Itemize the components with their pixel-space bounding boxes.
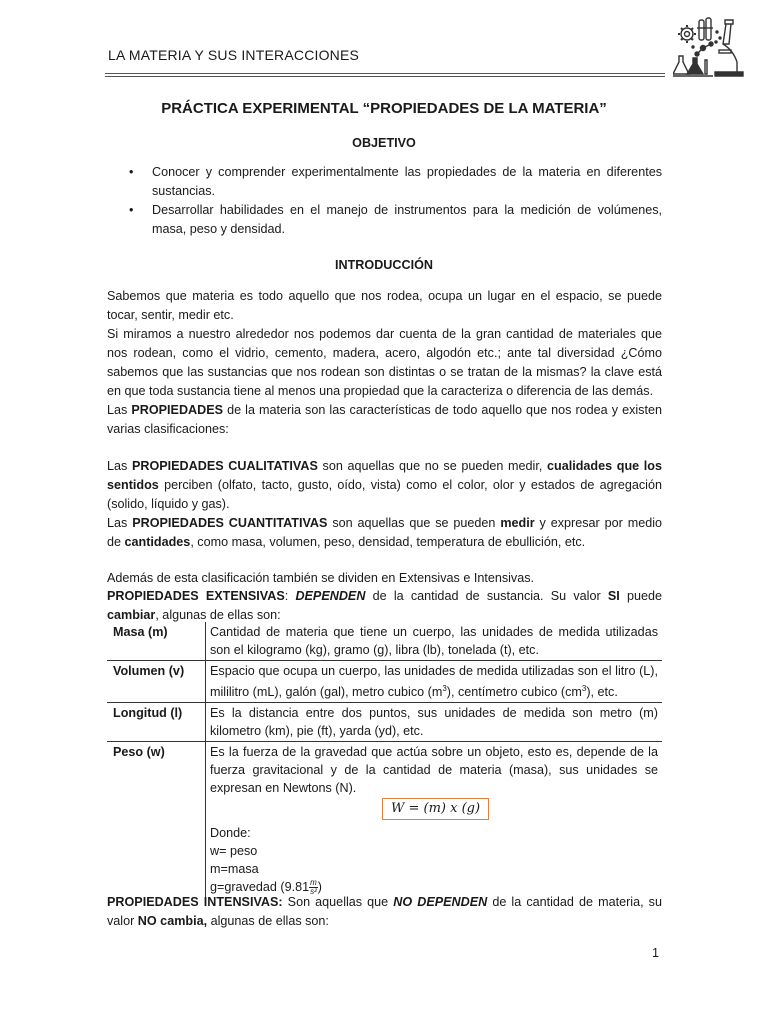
- text-run: Las: [107, 403, 132, 417]
- superscript: 3: [442, 684, 447, 693]
- list-item: [127, 201, 662, 239]
- property-name: Peso (w): [107, 742, 206, 898]
- list-item: [127, 163, 662, 201]
- property-name: Longitud (l): [107, 703, 206, 742]
- objetivo-list: [127, 163, 662, 239]
- extensive-properties-table: [107, 622, 662, 897]
- text-run: Son aquellas que: [282, 895, 394, 909]
- text-run: y expresar por medio de: [107, 516, 663, 549]
- intro-paragraph-cualitativas: [107, 457, 662, 514]
- page-header: [105, 44, 665, 74]
- bullet-icon: •: [129, 165, 134, 179]
- document-title: PRÁCTICA EXPERIMENTAL “PROPIEDADES DE LA MATERIA”: [161, 100, 607, 117]
- laboratory-science-icon: [673, 14, 745, 80]
- text-run: ): [317, 880, 322, 895]
- text-run: g=gravedad (9.81: [210, 880, 310, 895]
- table-row: [107, 622, 662, 661]
- table-row: [107, 703, 662, 742]
- text-run: de la cantidad de materia, su valor: [107, 895, 662, 928]
- bullet-icon: •: [129, 203, 134, 217]
- intro-paragraph-2: Si miramos a nuestro alrededor nos podemos dar cuenta de la gran cantidad de materiales que nos rodean, como el vidrio, cemento, madera, acero, algodón etc.; ante tal diversidad ¿Cómo sabemos que las sustancias que nos rodean son distintas o se tratan de la mismas? la clave está en que toda sustancia tiene al menos una propiedad que la caracteriza o diferencia de las demás.: [107, 327, 662, 398]
- text-run: de la materia son las características de todo aquello que nos rodea y existen varias clasificaciones:: [107, 403, 662, 436]
- intro-paragraph-extensivas: [107, 587, 662, 625]
- text-run-bold: PROPIEDADES INTENSIVAS:: [107, 895, 283, 909]
- text-run-bold: NO cambia,: [137, 914, 208, 928]
- text-run: Las: [107, 459, 132, 473]
- text-run-bold: PROPIEDADES EXTENSIVAS: [107, 589, 285, 603]
- text-run: perciben (olfato, tacto, gusto, oído, vista) como el color, olor y estados de agregación (solido, líquido y gas).: [107, 478, 662, 511]
- w-definition: w= peso: [210, 844, 258, 859]
- section-title-objetivo: OBJETIVO: [352, 136, 416, 150]
- text-run: :: [284, 589, 296, 603]
- table-row: [107, 661, 662, 703]
- header-divider-second: [105, 76, 665, 77]
- text-run: son aquellas que se pueden: [327, 516, 501, 530]
- property-description: [206, 661, 663, 703]
- property-description: Cantidad de materia que tiene un cuerpo, las unidades de medida utilizadas son el kilogramo (kg), gramo (g), libra (lb), tonelada (t), etc.: [206, 622, 663, 661]
- m-definition: m=masa: [210, 862, 259, 877]
- text-run: algunas de ellas son:: [207, 914, 329, 928]
- table-row: [107, 742, 662, 898]
- text-run: , como masa, volumen, peso, densidad, temperatura de ebullición, etc.: [190, 535, 586, 549]
- text-run-bold: PROPIEDADES CUALITATIVAS: [131, 459, 318, 473]
- property-name: Masa (m): [107, 622, 206, 661]
- text-run: ), centímetro cubico (cm: [446, 685, 582, 700]
- property-name: Volumen (v): [107, 661, 206, 703]
- donde-label: Donde:: [210, 826, 251, 841]
- text-run-bold: cantidades: [124, 535, 191, 549]
- page-number: 1: [652, 946, 660, 960]
- text-run: Espacio que ocupa un cuerpo, las unidades de medida utilizadas son el litro (L), mililitro (mL), galón (gal), metro cubico (m: [210, 664, 658, 700]
- intro-paragraph-3: [107, 401, 662, 439]
- text-run: ), etc.: [586, 685, 618, 700]
- intro-paragraph-cuantitativas: [107, 514, 662, 552]
- text-run: puede: [619, 589, 663, 603]
- text-run: son aquellas que no se pueden medir,: [317, 459, 547, 473]
- weight-formula: W = (m) x (g): [382, 798, 489, 820]
- text-run-bold: medir: [500, 516, 535, 530]
- text-run-bold: cualidades que los sentidos: [107, 459, 662, 492]
- header-divider: [105, 73, 665, 74]
- text-run-bold: PROPIEDADES: [131, 403, 224, 417]
- intro-paragraph-clasificacion: Además de esta clasificación también se dividen en Extensivas e Intensivas.: [107, 571, 535, 585]
- property-description: Es la distancia entre dos puntos, sus unidades de medida son metro (m) kilometro (km), pie (ft), yarda (yd), etc.: [206, 703, 663, 742]
- property-description: [206, 742, 663, 898]
- text-run-bold: PROPIEDADES CUANTITATIVAS: [132, 516, 328, 530]
- text-run-bold: cambiar: [107, 608, 156, 622]
- intensive-properties-paragraph: [107, 893, 662, 931]
- superscript: 3: [581, 684, 587, 693]
- fraction-denominator: s²: [310, 887, 317, 897]
- objetivo-item-text: Conocer y comprender experimentalmente las propiedades de la materia en diferentes sustancias.: [152, 165, 662, 198]
- text-run-bold-italic: NO DEPENDEN: [393, 895, 488, 909]
- weight-description: Es la fuerza de la gravedad que actúa sobre un objeto, esto es, depende de la fuerza gravitacional y de la cantidad de materia (masa), sus unidades se expresan en Newtons (N).: [210, 745, 658, 796]
- text-run-bold-italic: DEPENDEN: [295, 589, 366, 603]
- text-run: Las: [107, 516, 133, 530]
- header-title: LA MATERIA Y SUS INTERACCIONES: [108, 47, 360, 63]
- fraction-numerator: m: [310, 878, 317, 888]
- intro-paragraph-1: Sabemos que materia es todo aquello que nos rodea, ocupa un lugar en el espacio, se puede tocar, sentir, medir etc.: [107, 289, 662, 322]
- text-run-bold: SI: [607, 589, 620, 603]
- objetivo-item-text: Desarrollar habilidades en el manejo de instrumentos para la medición de volúmenes, masa, peso y densidad.: [152, 203, 662, 236]
- text-run: de la cantidad de sustancia. Su valor: [365, 589, 608, 603]
- text-run: , algunas de ellas son:: [155, 608, 281, 622]
- section-title-introduccion: INTRODUCCIÓN: [335, 258, 433, 272]
